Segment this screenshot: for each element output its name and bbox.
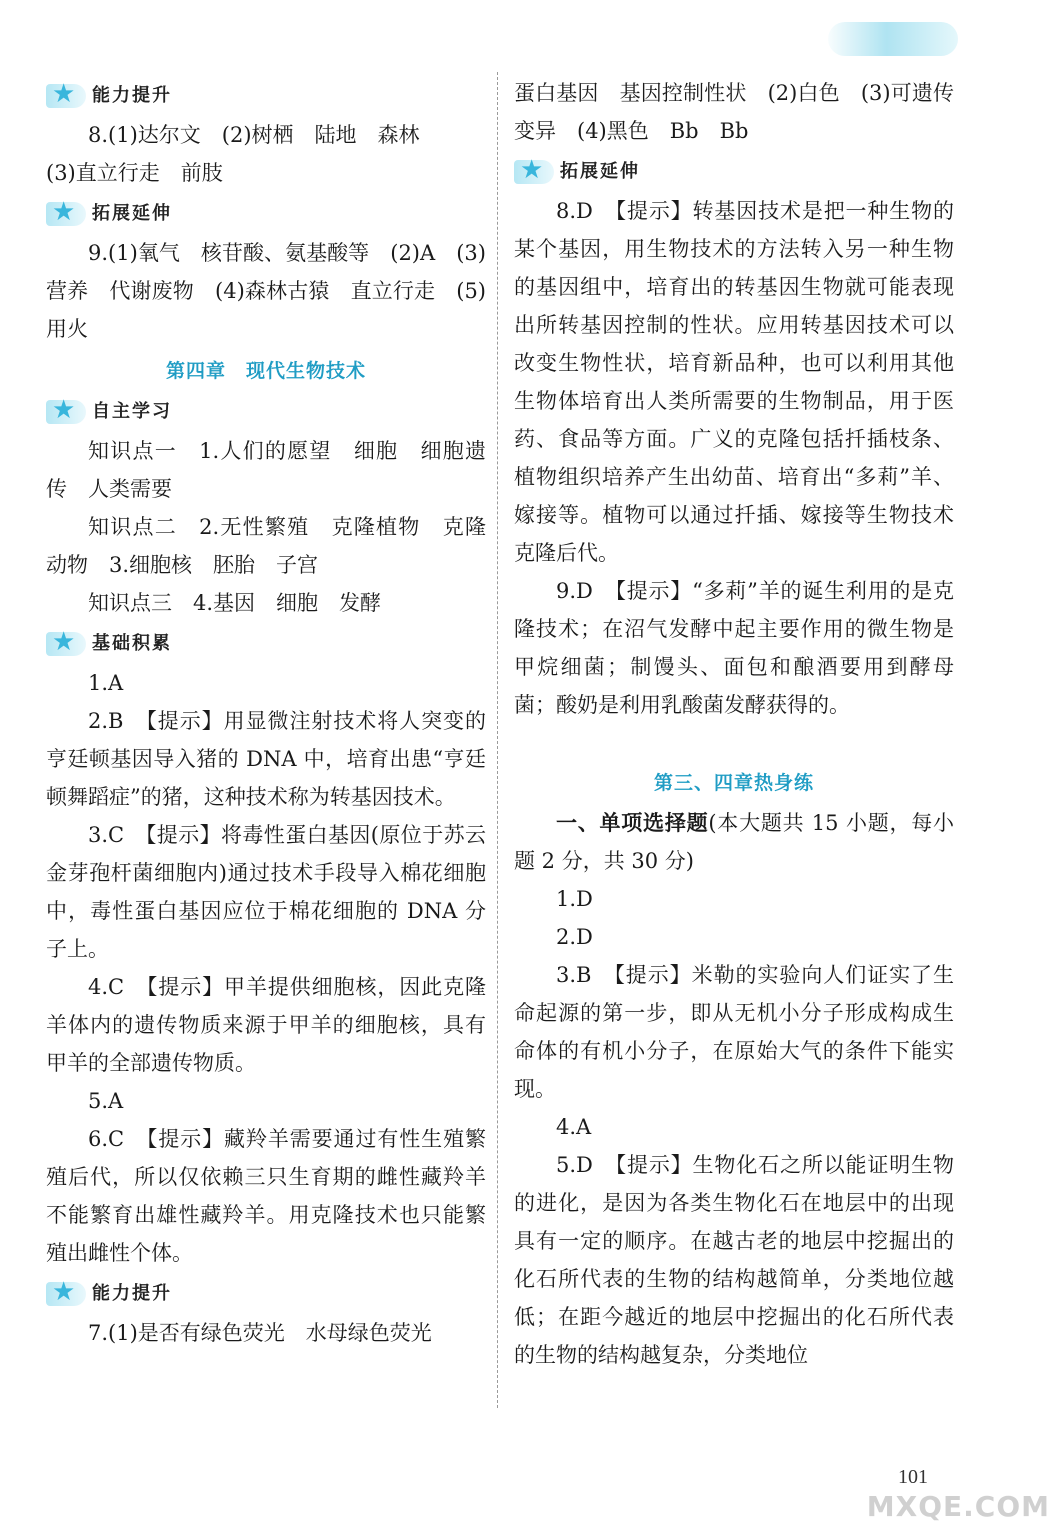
section-header-ability	[46, 76, 486, 116]
section-header-self-study	[46, 392, 486, 432]
answer-4: 4.C 【提示】甲羊提供细胞核，因此克隆羊体内的遗传物质来源于甲羊的细胞核，具有甲羊的全部遗传物质。	[46, 975, 486, 1075]
section-header-extension	[46, 194, 486, 234]
page-footer	[860, 1466, 1050, 1532]
watermark-logo: MXQE.COM	[866, 1490, 1050, 1523]
star-icon	[46, 632, 86, 656]
section-title: 基础积累	[92, 633, 172, 654]
section-note: (本大题共 15 小题，每小题 2 分，共 30 分)	[514, 811, 955, 873]
answer-8: 8.(1)达尔文 (2)树栖 陆地 森林	[88, 123, 420, 147]
answer-8-right: 8.D 【提示】转基因技术是把一种生物的某个基因，用生物技术的方法转入另一种生物的基因组中，培育出的转基因生物就可能表现出所转基因控制的性状。应用转基因技术可以改变生物性状，培育新品种，也可以利用其他生物体培育出人类所需要的生物制品，用于医药、食品等方面。广义的克隆包括扦插枝条、植物组织培养产生出幼苗、培育出“多莉”羊、嫁接等。植物可以通过扦插、嫁接等生物技术克隆后代。	[514, 199, 954, 565]
right-column	[514, 74, 954, 1374]
section-title: 能力提升	[92, 85, 172, 106]
chapter-title: 第四章 现代生物技术	[165, 360, 366, 382]
star-icon	[46, 1282, 86, 1306]
star-icon	[46, 84, 86, 108]
knowledge-point-1: 知识点一 1.人们的愿望 细胞 细胞遗传 人类需要	[46, 439, 486, 501]
star-icon	[514, 160, 554, 184]
section-title: 拓展延伸	[560, 161, 640, 182]
section-title: 拓展延伸	[92, 203, 172, 224]
knowledge-point-2: 知识点二 2.无性繁殖 克隆植物 克隆动物 3.细胞核 胚胎 子宫	[46, 515, 486, 577]
answer-9: 9.(1)氧气 核苷酸、氨基酸等 (2)A (3)营养 代谢废物 (4)森林古猿 直立行走 (5)用火	[46, 241, 486, 341]
answer-7-cont: 蛋白基因 基因控制性状 (2)白色 (3)可遗传变异 (4)黑色 Bb Bb	[514, 81, 954, 143]
warmup-answer-2: 2.D	[556, 925, 593, 949]
star-icon	[46, 400, 86, 424]
warmup-answer-3: 3.B 【提示】米勒的实验向人们证实了生命起源的第一步，即从无机小分子形成构成生命体的有机小分子，在原始大气的条件下能实现。	[514, 963, 954, 1101]
warmup-answer-4: 4.A	[556, 1115, 592, 1139]
section-header-extension-2	[514, 152, 954, 192]
chapter-title-warmup: 第三、四章热身练	[653, 772, 814, 794]
spacer	[514, 724, 954, 760]
answer-8-cont: (3)直立行走 前肢	[46, 161, 223, 185]
section-header-basics	[46, 624, 486, 664]
section-single-choice	[514, 804, 954, 880]
section-title: 自主学习	[92, 401, 172, 422]
warmup-answer-5: 5.D 【提示】生物化石之所以能证明生物的进化，是因为各类生物化石在地层中的出现具有一定的顺序。在越古老的地层中挖掘出的化石所代表的生物的结构越简单，分类地位越低；在距今越近的地层中挖掘出的化石所代表的生物的结构越复杂，分类地位	[514, 1153, 954, 1367]
header-decoration	[828, 22, 958, 56]
star-icon	[46, 202, 86, 226]
column-divider	[497, 72, 498, 1408]
answer-5: 5.A	[88, 1089, 124, 1113]
answer-1: 1.A	[88, 671, 124, 695]
left-column	[46, 74, 486, 1352]
section-label: 一、单项选择题	[556, 810, 709, 835]
warmup-answer-1: 1.D	[556, 887, 593, 911]
answer-7: 7.(1)是否有绿色荧光 水母绿色荧光	[88, 1321, 432, 1345]
answer-2: 2.B 【提示】用显微注射技术将人突变的亨廷顿基因导入猪的 DNA 中，培育出患“亨廷顿舞蹈症”的猪，这种技术称为转基因技术。	[46, 709, 486, 809]
section-header-ability-2	[46, 1274, 486, 1314]
answer-3: 3.C 【提示】将毒性蛋白基因(原位于苏云金芽孢杆菌细胞内)通过技术手段导入棉花细胞中，毒性蛋白基因应位于棉花细胞的 DNA 分子上。	[46, 823, 486, 961]
answer-6: 6.C 【提示】藏羚羊需要通过有性生殖繁殖后代，所以仅依赖三只生育期的雌性藏羚羊不能繁育出雄性藏羚羊。用克隆技术也只能繁殖出雌性个体。	[46, 1127, 486, 1265]
section-title: 能力提升	[92, 1283, 172, 1304]
answer-9-right: 9.D 【提示】“多莉”羊的诞生利用的是克隆技术；在沼气发酵中起主要作用的微生物是甲烷细菌；制馒头、面包和酿酒要用到酵母菌；酸奶是利用乳酸菌发酵获得的。	[514, 579, 954, 717]
knowledge-point-3: 知识点三 4.基因 细胞 发酵	[88, 591, 382, 615]
page-number: 101	[898, 1466, 928, 1488]
